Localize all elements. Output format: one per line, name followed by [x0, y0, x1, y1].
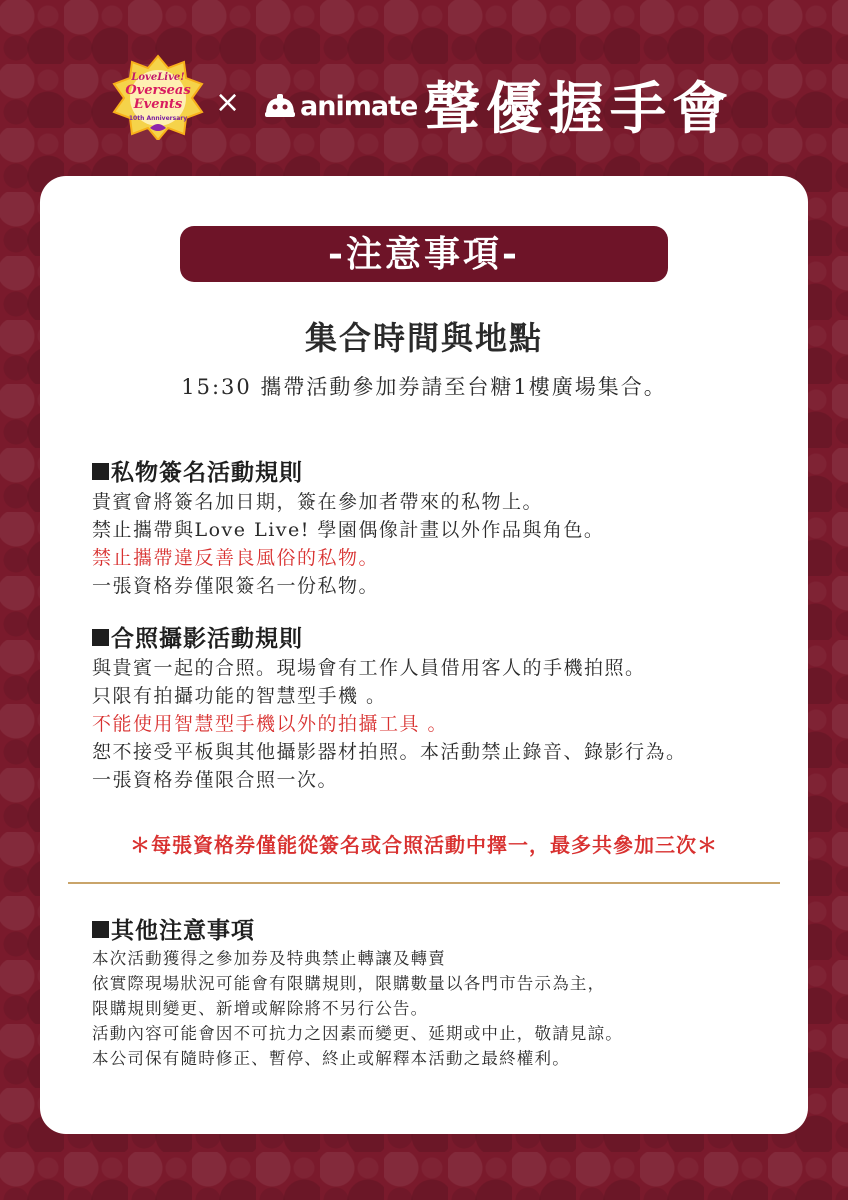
- notice-card: [40, 176, 808, 1134]
- other-notice-line: 本次活動獲得之參加券及特典禁止轉讓及轉賣: [92, 949, 446, 968]
- header: [0, 40, 848, 170]
- other-notice-line: 本公司保有隨時修正、暫停、終止或解釋本活動之最終權利。: [92, 1049, 570, 1068]
- photo-rules: [92, 624, 792, 794]
- lovelive-logo-line-4: 10th Anniversary: [128, 115, 188, 122]
- signing-rule-line: 一張資格券僅限簽名一份私物。: [92, 575, 380, 597]
- bullet-square-icon: [92, 629, 109, 646]
- photo-rule-line: 一張資格券僅限合照一次。: [92, 769, 339, 791]
- signing-rule-line: 貴賓會將簽名加日期，簽在參加者帶來的私物上。: [92, 491, 544, 513]
- lovelive-logo-emblem: [108, 54, 208, 140]
- divider: [68, 882, 780, 884]
- animate-logo: [262, 90, 417, 124]
- animate-mascot-icon: [262, 92, 298, 122]
- other-notice-line: 依實際現場狀況可能會有限購規則，限購數量以各門市告示為主，: [92, 974, 606, 993]
- lovelive-logo-line-3: Events: [133, 97, 183, 112]
- signing-rules: [92, 458, 792, 600]
- lovelive-overseas-events-logo: [108, 54, 208, 140]
- notice-banner: -注意事項-: [180, 226, 668, 282]
- signing-rule-line-warning: 禁止攜帶違反善良風俗的私物。: [92, 547, 380, 569]
- signing-rules-heading: [92, 458, 792, 488]
- other-notices-heading-text: 其他注意事項: [111, 917, 255, 944]
- other-notices: [92, 916, 792, 1071]
- collab-separator: ×: [215, 85, 241, 120]
- event-title: 聲優握手會: [424, 76, 734, 142]
- other-notice-line: 活動內容可能會因不可抗力之因素而變更、延期或中止，敬請見諒。: [92, 1024, 623, 1043]
- photo-rules-heading: [92, 624, 792, 654]
- photo-rule-line: 恕不接受平板與其他攝影器材拍照。本活動禁止錄音、錄影行為。: [92, 741, 687, 763]
- lovelive-logo-line-2: Overseas: [125, 83, 191, 98]
- other-notice-line: 限購規則變更、新增或解除將不另行公告。: [92, 999, 429, 1018]
- signing-rule-line: 禁止攜帶與Love Live! 學園偶像計畫以外作品與角色。: [92, 519, 605, 541]
- lovelive-logo-line-1: LoveLive!: [131, 72, 185, 83]
- photo-rule-line: 與貴賓一起的合照。現場會有工作人員借用客人的手機拍照。: [92, 657, 646, 679]
- bullet-square-icon: [92, 463, 109, 480]
- animate-logo-text: animate: [300, 91, 418, 122]
- meeting-subtitle: 15:30 攜帶活動參加券請至台糖1樓廣場集合。: [181, 375, 667, 399]
- signing-rules-heading-text: 私物簽名活動規則: [111, 459, 303, 486]
- participation-limit-note: ＊每張資格券僅能從簽名或合照活動中擇一，最多共參加三次＊: [130, 833, 718, 857]
- photo-rules-heading-text: 合照攝影活動規則: [111, 625, 303, 652]
- meeting-title: 集合時間與地點: [304, 319, 543, 357]
- photo-rule-line: 只限有拍攝功能的智慧型手機 。: [92, 685, 387, 707]
- photo-rule-line-warning: 不能使用智慧型手機以外的拍攝工具 。: [92, 713, 449, 735]
- bullet-square-icon: [92, 921, 109, 938]
- other-notices-heading: [92, 916, 792, 946]
